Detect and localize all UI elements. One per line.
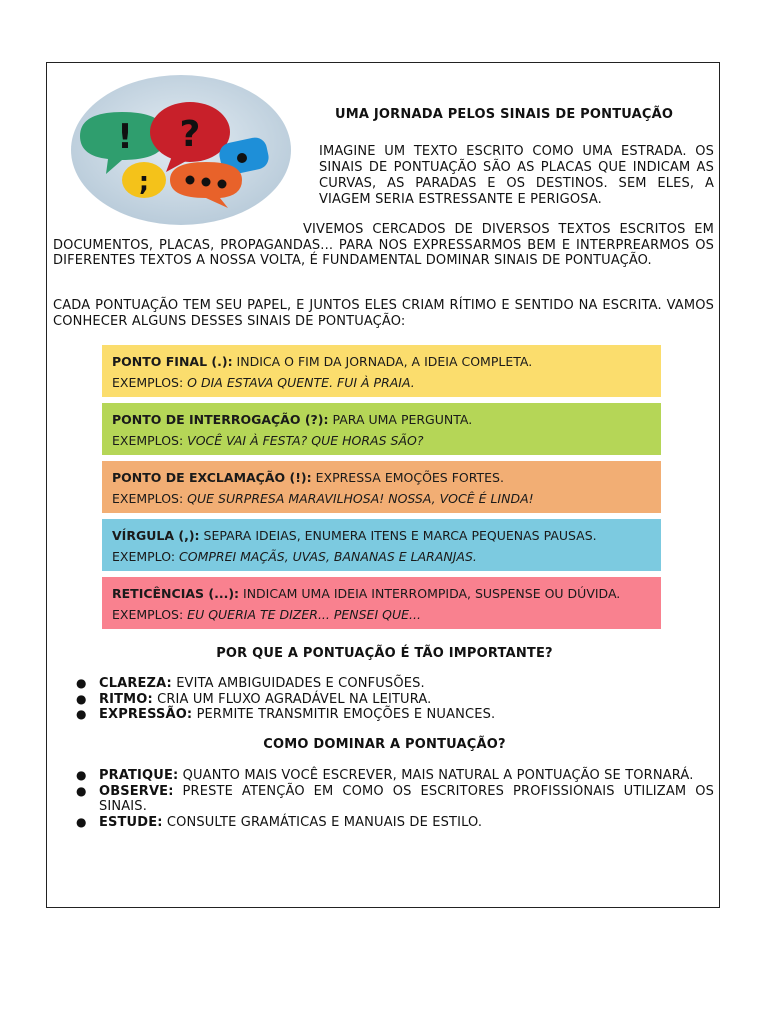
card-example-label: EXEMPLOS: <box>112 607 188 622</box>
list-item: ● RITMO: CRIA UM FLUXO AGRADÁVEL NA LEITURA. <box>76 692 714 708</box>
list-item: ● EXPRESSÃO: PERMITE TRANSMITIR EMOÇÕES E NUANCES. <box>76 707 714 723</box>
card-description: EXPRESSA EMOÇÕES FORTES. <box>311 470 504 485</box>
why-list <box>76 676 714 723</box>
intro-paragraph: IMAGINE UM TEXTO ESCRITO COMO UMA ESTRADA. OS SINAIS DE PONTUAÇÃO SÃO AS PLACAS QUE INDICAM AS CURVAS, AS PARADAS E OS DESTINOS. SEM ELES, A VIAGEM SERIA ESTRESSANTE E PERIGOSA. <box>319 144 714 207</box>
page-title: UMA JORNADA PELOS SINAIS DE PONTUAÇÃO <box>335 107 674 122</box>
how-heading: COMO DOMINAR A PONTUAÇÃO? <box>263 737 506 752</box>
question-glyph: ? <box>179 114 201 155</box>
card-term: VÍRGULA (,): <box>112 528 200 543</box>
card-example-label: EXEMPLOS: <box>112 433 188 448</box>
card-description: INDICAM UMA IDEIA INTERROMPIDA, SUSPENSE OU DÚVIDA. <box>239 586 621 601</box>
card-term: PONTO FINAL (.): <box>112 354 233 369</box>
body-paragraph-3: CADA PONTUAÇÃO TEM SEU PAPEL, E JUNTOS ELES CRIAM RÍTIMO E SENTIDO NA ESCRITA. VAMOS CONHECER ALGUNS DESSES SINAIS DE PONTUAÇÃO: <box>53 298 714 329</box>
list-item: ● CLAREZA: EVITA AMBIGUIDADES E CONFUSÕES. <box>76 676 714 692</box>
card-description: INDICA O FIM DA JORNADA, A IDEIA COMPLETA. <box>232 354 533 369</box>
punctuation-card-virgula <box>102 519 661 571</box>
card-example: QUE SURPRESA MARAVILHOSA! NOSSA, VOCÊ É LINDA! <box>187 491 534 506</box>
card-description: SEPARA IDEIAS, ENUMERA ITENS E MARCA PEQUENAS PAUSAS. <box>199 528 597 543</box>
how-list <box>76 768 714 830</box>
list-item: ● OBSERVE: PRESTE ATENÇÃO EM COMO OS ESCRITORES PROFISSIONAIS UTILIZAM OS SINAIS. <box>76 784 714 815</box>
card-term: RETICÊNCIAS (...): <box>112 586 240 601</box>
punctuation-card-ponto-final <box>102 345 661 397</box>
card-example: O DIA ESTAVA QUENTE. FUI À PRAIA. <box>187 375 415 390</box>
card-term: PONTO DE EXCLAMAÇÃO (!): <box>112 470 312 485</box>
exclamation-glyph: ! <box>117 117 133 157</box>
punctuation-card-reticencias <box>102 577 661 629</box>
semicolon-bubble-icon <box>122 162 166 198</box>
card-example: EU QUERIA TE DIZER... PENSEI QUE... <box>187 607 421 622</box>
body-paragraph-2: VIVEMOS CERCADOS DE DIVERSOS TEXTOS ESCRITOS EM DOCUMENTOS, PLACAS, PROPAGANDAS... PARA NOS EXPRESSARMOS BEM E INTERPREARMOS OS DIFERENTES TEXTOS A NOSSA VOLTA, É FUNDAMENTAL DOMINAR SINAIS DE PONTUAÇÃO. <box>53 222 714 268</box>
punctuation-card-exclamacao <box>102 461 661 513</box>
card-example: COMPREI MAÇÃS, UVAS, BANANAS E LARANJAS. <box>179 549 477 564</box>
why-heading: POR QUE A PONTUAÇÃO É TÃO IMPORTANTE? <box>216 646 553 661</box>
card-term: PONTO DE INTERROGAÇÃO (?): <box>112 412 329 427</box>
card-example-label: EXEMPLO: <box>112 549 180 564</box>
semicolon-glyph: ; <box>138 167 150 197</box>
card-example-label: EXEMPLOS: <box>112 491 188 506</box>
punctuation-card-interrogacao <box>102 403 661 455</box>
card-description: PARA UMA PERGUNTA. <box>328 412 473 427</box>
list-item: ● ESTUDE: CONSULTE GRAMÁTICAS E MANUAIS DE ESTILO. <box>76 815 714 831</box>
card-example: VOCÊ VAI À FESTA? QUE HORAS SÃO? <box>187 433 424 448</box>
list-item: ● PRATIQUE: QUANTO MAIS VOCÊ ESCREVER, MAIS NATURAL A PONTUAÇÃO SE TORNARÁ. <box>76 768 714 784</box>
punctuation-bubbles-illustration <box>70 74 292 226</box>
card-example-label: EXEMPLOS: <box>112 375 188 390</box>
